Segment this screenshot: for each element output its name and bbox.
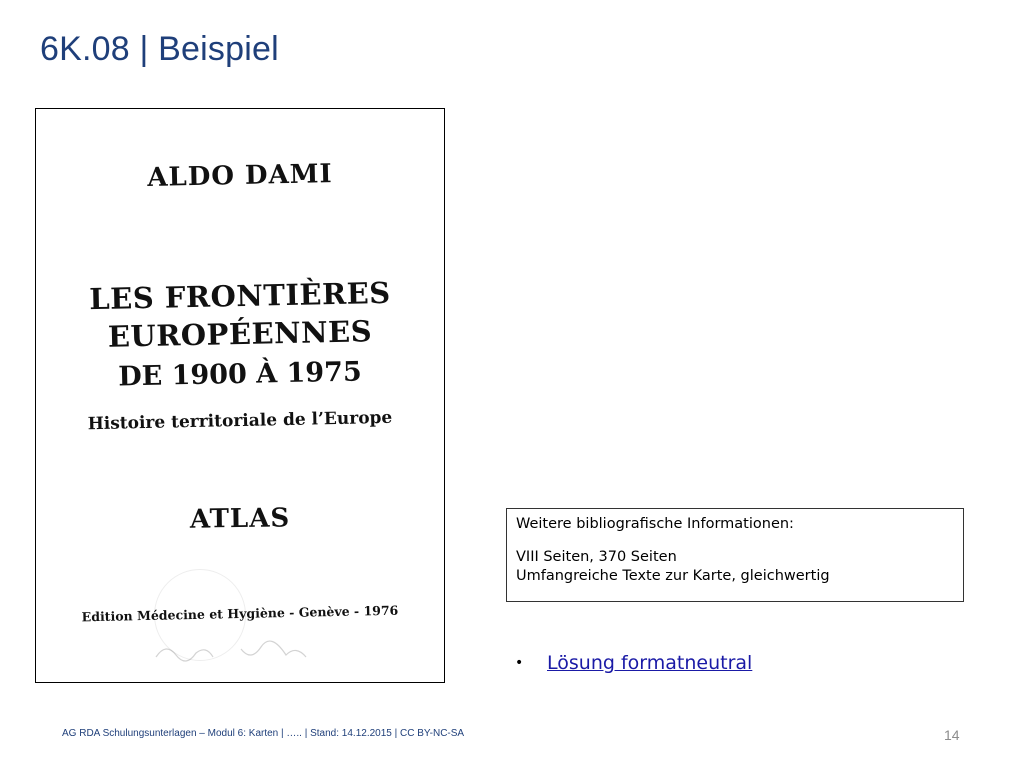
info-heading: Weitere bibliografische Informationen: xyxy=(516,516,794,532)
solution-link[interactable]: Lösung formatneutral xyxy=(547,652,753,674)
book-atlas-label: ATLAS xyxy=(189,503,291,535)
info-box xyxy=(506,508,964,602)
slide-title: 6K.08 | Beispiel xyxy=(40,30,279,68)
book-title-line-1: LES FRONTIÈRES xyxy=(88,275,392,317)
info-line-pages: VIII Seiten, 370 Seiten xyxy=(516,549,677,565)
slide-footer: AG RDA Schulungsunterlagen – Modul 6: Karten | ….. | Stand: 14.12.2015 | CC BY-NC-SA xyxy=(62,728,465,739)
handwritten-scribble xyxy=(151,637,311,667)
book-subtitle: Histoire territoriale de l’Europe xyxy=(87,407,393,435)
book-author: ALDO DAMI xyxy=(147,159,333,193)
book-title-line-2: EUROPÉENNES xyxy=(107,314,373,354)
bullet-icon: • xyxy=(515,655,524,671)
book-title-line-3: DE 1900 À 1975 xyxy=(117,356,363,393)
info-line-texts: Umfangreiche Texte zur Karte, gleichwertig xyxy=(516,568,830,584)
book-publisher: Edition Médecine et Hygiène - Genève - 1976 xyxy=(81,602,399,625)
title-page-scan xyxy=(35,108,445,683)
page-number: 14 xyxy=(944,727,960,743)
